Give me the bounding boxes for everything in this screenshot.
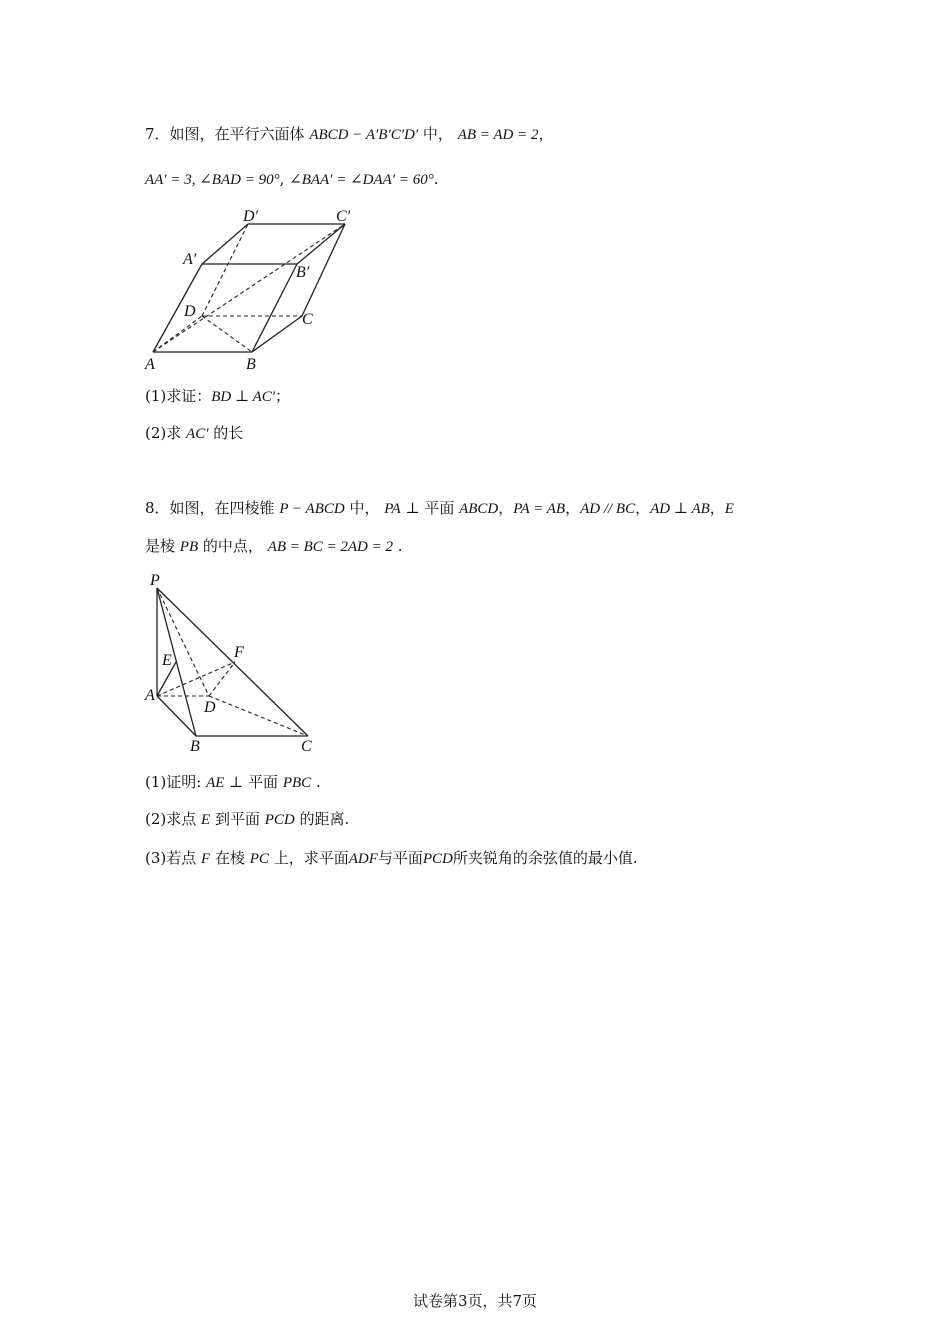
q7-text-line2: AA′ = 3, ∠BAD = 90°, ∠BAA′ = ∠DAA′ = 60°. [145, 170, 439, 188]
q7-label-D1: D′ [243, 208, 259, 225]
q7-label-C1: C′ [336, 208, 351, 225]
q8-label-A: A [145, 687, 155, 704]
q7-sub2: (2)求 AC′ 的长 [145, 424, 244, 442]
q8-label-D: D [204, 699, 216, 716]
q7-label-A1: A′ [183, 251, 197, 268]
q7-label-B: B [246, 356, 256, 373]
q8-label-P: P [150, 572, 160, 589]
q8-text-line1: 8．如图，在四棱锥 P − ABCD 中， PA ⊥ 平面 ABCD，PA = AB，AD // BC，AD ⊥ AB，E [145, 499, 734, 517]
q8-label-E: E [162, 652, 172, 669]
q8-label-B: B [190, 738, 200, 755]
q8-sub3: (3)若点 F 在棱 PC 上，求平面ADF与平面PCD所夹锐角的余弦值的最小值. [145, 849, 638, 867]
q8-text-line2: 是棱 PB 的中点， AB = BC = 2AD = 2 . [145, 537, 403, 555]
q7-label-A: A [145, 356, 155, 373]
q7-text-line1: 7．如图，在平行六面体 ABCD − A′B′C′D′ 中， AB = AD = 2， [145, 125, 554, 143]
q8-sub2: (2)求点 E 到平面 PCD 的距离. [145, 810, 350, 828]
q8-label-F: F [234, 644, 244, 661]
q8-label-C: C [301, 738, 312, 755]
page-footer: 试卷第3页，共7页 [412, 1292, 538, 1310]
q7-label-C: C [302, 311, 313, 328]
q7-label-D: D [184, 303, 196, 320]
q7-label-B1: B′ [296, 264, 310, 281]
q8-sub1: (1)证明: AE ⊥ 平面 PBC . [145, 773, 321, 791]
q7-sub1: (1)求证：BD ⊥ AC′； [145, 387, 291, 405]
